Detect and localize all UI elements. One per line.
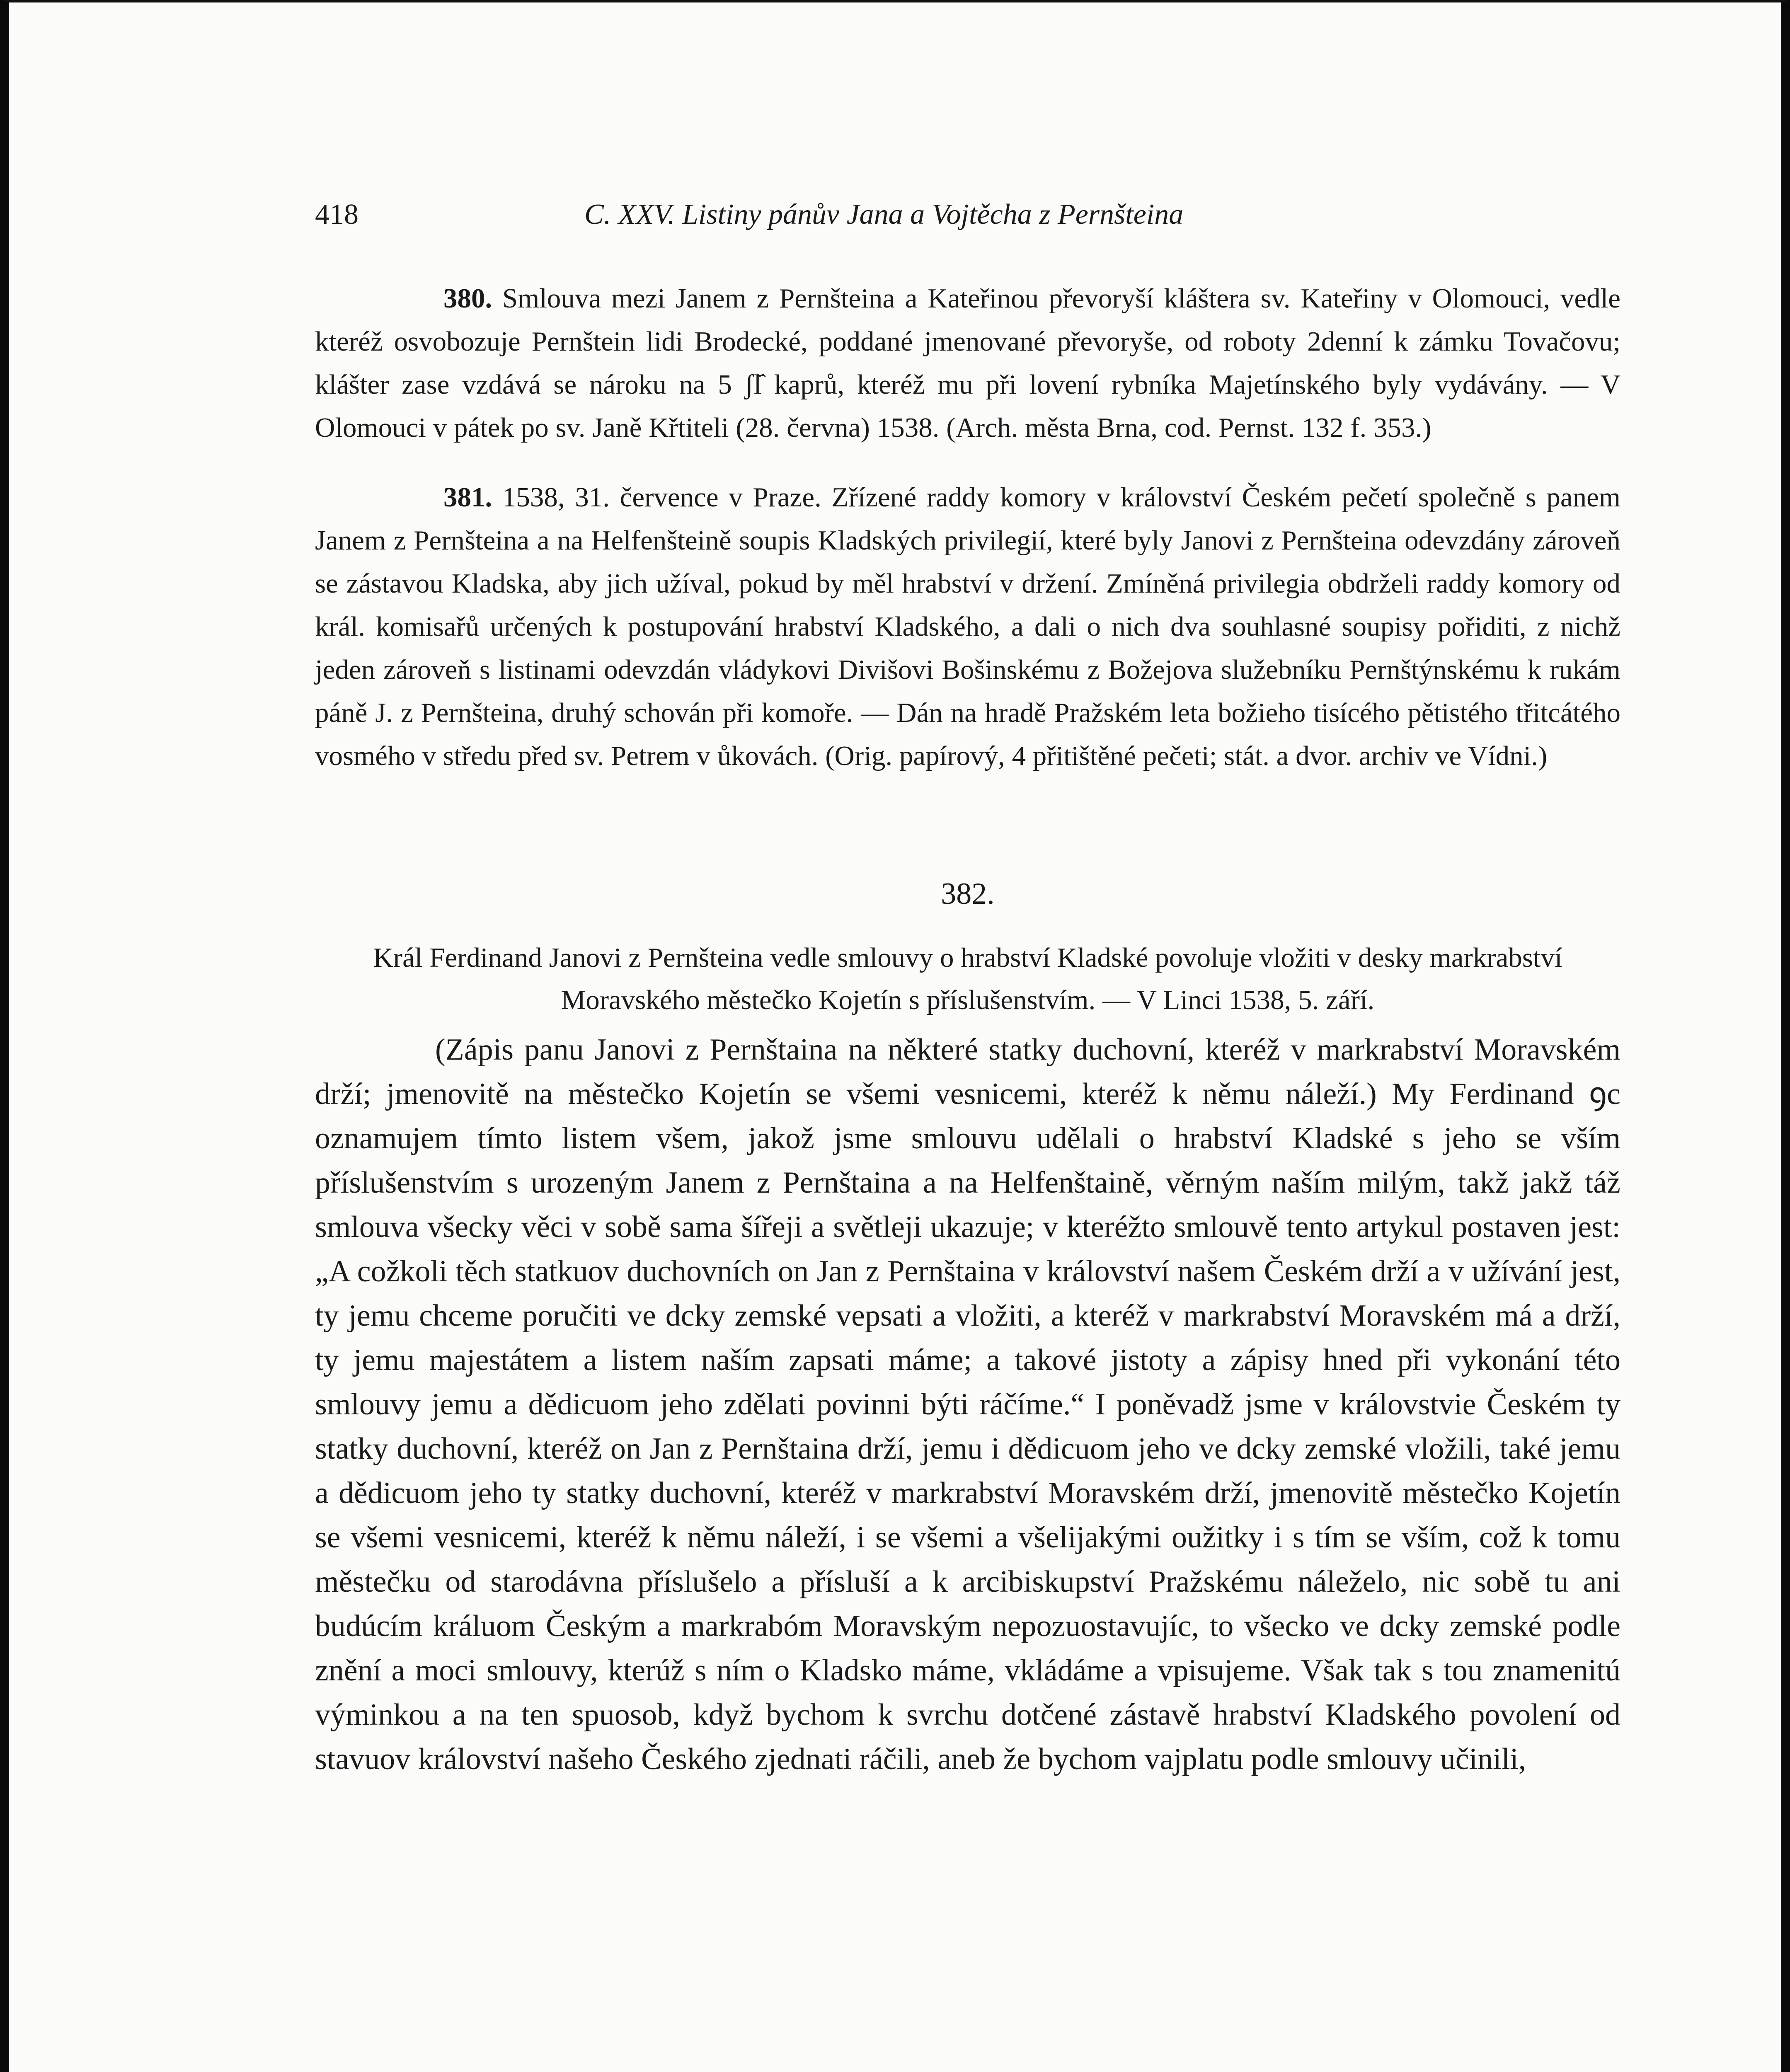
entry-381 [315,476,1620,777]
document-number: 382. [941,877,995,911]
page-number: 418 [315,198,358,230]
page-header [315,198,1330,244]
entry-paragraph [315,277,1620,449]
entry-paragraph [315,476,1620,777]
running-title: C. XXV. Listiny pánův Jana a Vojtěcha z Pernšteina [584,198,1184,230]
entry-text: Smlouva mezi Janem z Pernšteina a Kateřinou převoryší kláštera sv. Kateřiny v Olomouci, vedle kteréž osvobozuje Pernštein lidi Brodecké, poddané jmenované převoryše, od roboty 2denní k zámku Tovačovu; klášter zase vzdává se nároku na 5 ʃl᷈ kaprů, kteréž mu při lovení rybníka Majetínského byly vydávány. — V Olomouci v pátek po sv. Janě Křtiteli (28. června) 1538. (Arch. města Brna, cod. Pernst. 132 f. 353.) [315,283,1620,443]
document-regest: Král Ferdinand Janovi z Pernšteina vedle smlouvy o hrabství Kladské povoluje vložiti v desky markrabství Moravského městečko Kojetín s příslušenstvím. — V Linci 1538, 5. září. [373,942,1562,1015]
entry-text: 1538, 31. července v Praze. Zřízené raddy komory v království Českém pečetí společně s panem Janem z Pernšteina a na Helfenšteině soupis Kladských privilegií, které byly Janovi z Pernšteina odevzdány zároveň se zástavou Kladska, aby jich užíval, pokud by měl hrabství v držení. Zmíněná privilegia obdrželi raddy komory od král. komisařů určených k postupování hrabství Kladského, a dali o nich dva souhlasné soupisy pořiditi, z nichž jeden zároveň s listinami odevzdán vládykovi Divišovi Bošinskému z Božejova služebníku Pernštýnskému k rukám páně J. z Pernšteina, druhý schován při komoře. — Dán na hradě Pražském leta božieho tisícého pětistého třitcátého vosmého v středu před sv. Petrem v ůkovách. (Orig. papírový, 4 přitištěné pečeti; stát. a dvor. archiv ve Vídni.) [315,482,1620,771]
entry-number: 380. [443,283,492,314]
body-paragraph: (Zápis panu Janovi z Pernštaina na některé statky duchovní, kteréž v markrabství Moravském drží; jmenovitě na městečko Kojetín se všemi vesnicemi, kteréž k němu náleží.) My Ferdinand ꝯc oznamujem tímto listem všem, jakož jsme smlouvu udělali o hrabství Kladské s jeho se vším příslušenstvím s urozeným Janem z Pernštaina a na Helfenštaině, věrným naším milým, takž jakž táž smlouva všecky věci v sobě sama šířeji a světleji ukazuje; v kteréžto smlouvě tento artykul postaven jest: „A cožkoli těch statkuov duchovních on Jan z Pernštaina v království našem Českém drží a v užívání jest, ty jemu chceme poručiti ve dcky zemské vepsati a vložiti, a kteréž v markrabství Moravském má a drží, ty jemu majestátem a listem naším zapsati máme; a takové jistoty a zápisy hned při vykonání této smlouvy jemu a dědicuom jeho zdělati povinni býti ráčíme.“ I poněvadž jsme v královstvie Českém ty statky duchovní, kteréž on Jan z Pernštaina drží, jemu i dědicuom jeho ve dcky zemské vložili, také jemu a dědicuom jeho ty statky duchovní, kteréž v markrabství Moravském drží, jmenovitě městečko Kojetín se všemi vesnicemi, kteréž k němu náleží, i se všemi a všelijakými oužitky i s tím se vším, což k tomu městečku od starodávna příslušelo a přísluší a k arcibiskupství Pražskému náleželo, nic sobě tu ani budúcím králuom Českým a markrabóm Moravským nepozuostavujíc, to všecko ve dcky zemské podle znění a moci smlouvy, kterúž s ním o Kladsko máme, vkládáme a vpisujeme. Však tak s tou znamenitú výminkou a na ten spuosob, když bychom k svrchu dotčené zástavě hrabství Kladského povolení od stavuov království našeho Českého zjednati ráčili, aneb že bychom vajplatu podle smlouvy učinili, [315,1033,1620,1776]
entry-number: 381. [443,482,492,513]
document-body [315,1028,1620,1782]
entry-380 [315,277,1620,449]
